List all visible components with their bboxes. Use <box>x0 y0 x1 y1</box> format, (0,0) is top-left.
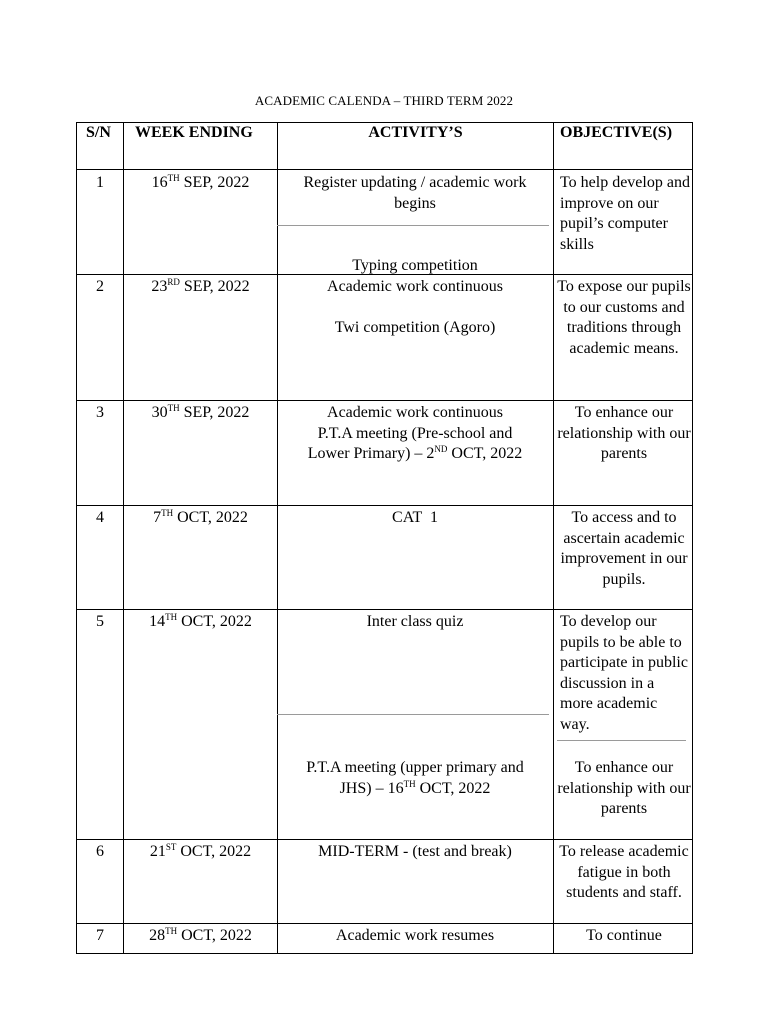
row-sn: 6 <box>96 843 104 860</box>
row5-objective-subdivider <box>557 740 686 741</box>
table-border-left <box>76 122 77 954</box>
row-sn: 2 <box>96 278 104 295</box>
row-week-ending: 28TH OCT, 2022 <box>149 926 252 944</box>
row-week-ending: 23RD SEP, 2022 <box>151 277 250 295</box>
table-divider-2 <box>277 122 278 954</box>
row-objective: To access and to ascertain academic improvement in our pupils. <box>560 509 688 588</box>
row-week-ending: 14TH OCT, 2022 <box>149 612 252 630</box>
row-objective: To continue <box>586 927 662 944</box>
row-week-ending: 21ST OCT, 2022 <box>149 842 252 860</box>
row-week-ending: 7TH OCT, 2022 <box>153 508 248 526</box>
row5-activity-subdivider <box>277 714 549 715</box>
header-week-ending: WEEK ENDING <box>135 124 253 141</box>
header-activity: ACTIVITY’S <box>368 124 463 141</box>
row-divider-5 <box>76 839 693 840</box>
row-activity: Academic work resumes <box>335 927 495 944</box>
row-activity-secondary: Twi competition (Agoro) <box>334 319 496 336</box>
table-border-top <box>76 122 693 123</box>
row-divider-4 <box>76 609 693 610</box>
header-objective: OBJECTIVE(S) <box>560 124 673 141</box>
row-objective: To expose our pupils to our customs and traditions through academic means. <box>557 278 691 357</box>
row-objective: To help develop and improve on our pupil’s computer skills <box>560 174 690 253</box>
row-objective: To release academic fatigue in both students and staff. <box>559 843 689 901</box>
table-border-right <box>692 122 693 954</box>
header-sn: S/N <box>86 124 111 141</box>
row-activity: Inter class quiz <box>366 613 464 630</box>
row-activity: Academic work continuous <box>327 278 503 295</box>
row-sn: 3 <box>96 404 104 421</box>
row-divider-6 <box>76 923 693 924</box>
row-sn: 5 <box>96 613 104 630</box>
row-sn: 4 <box>96 509 104 526</box>
table-divider-3 <box>553 122 554 954</box>
row-activity: Academic work continuous P.T.A meeting (Pre-school and Lower Primary) – 2ND OCT, 2022 <box>307 404 523 462</box>
row-divider-3 <box>76 505 693 506</box>
row-activity: MID-TERM - (test and break) <box>318 843 512 860</box>
header-row-divider <box>76 169 693 170</box>
row-week-ending: 30TH SEP, 2022 <box>151 403 250 421</box>
row-sn: 1 <box>96 174 104 191</box>
table-border-bottom <box>76 953 693 954</box>
row-activity-secondary: Typing competition <box>352 257 478 274</box>
row-activity: Register updating / academic work begins <box>303 174 527 212</box>
row-week-ending: 16TH SEP, 2022 <box>151 173 250 191</box>
row-activity-secondary: P.T.A meeting (upper primary and JHS) – 16TH OCT, 2022 <box>306 759 524 797</box>
document-title: ACADEMIC CALENDA – THIRD TERM 2022 <box>254 93 514 108</box>
row-objective: To develop our pupils to be able to participate in public discussion in a more academic way. <box>560 613 688 733</box>
table-divider-1 <box>123 122 124 954</box>
row-objective-secondary: To enhance our relationship with our parents <box>557 759 691 817</box>
row-activity: CAT 1 <box>392 509 438 526</box>
row-objective: To enhance our relationship with our parents <box>557 404 691 462</box>
row-divider-2 <box>76 400 693 401</box>
row-sn: 7 <box>96 927 104 944</box>
row1-activity-subdivider <box>277 225 549 226</box>
